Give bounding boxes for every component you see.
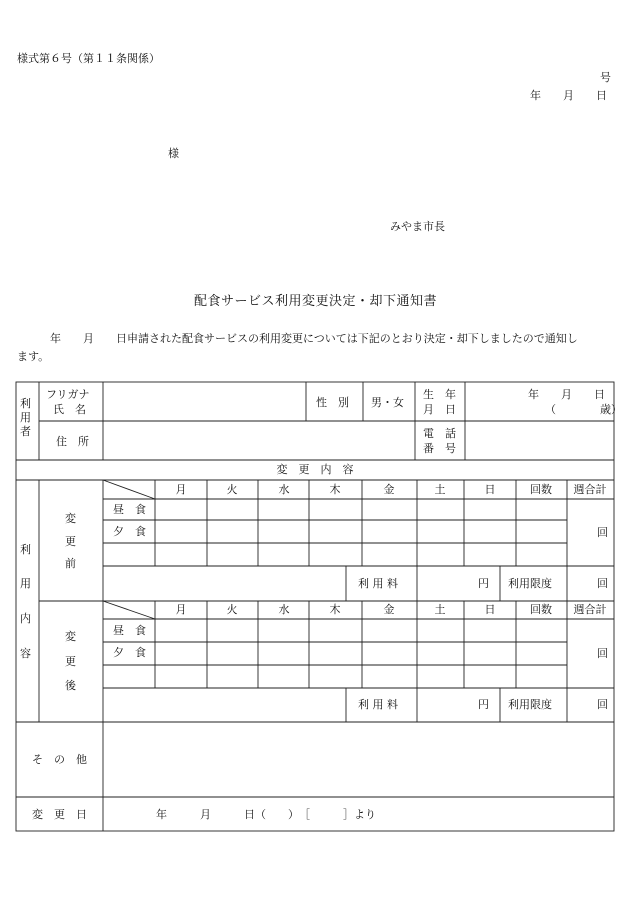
- before-day-tue: 火: [226, 483, 238, 496]
- after-limit-label: 利用限度: [508, 698, 552, 711]
- issue-date: 年 月 日: [530, 89, 607, 102]
- after-meal-lunch: 昼 食: [113, 624, 146, 637]
- after-yen: 円: [478, 698, 489, 711]
- before-fee-label: 利 用 料: [358, 577, 398, 590]
- body-text-line-1: 年 月 日申請された配食サービスの利用変更については下記のとおり決定・却下しましたので通知し: [50, 332, 578, 345]
- before-char-3: 前: [65, 557, 76, 570]
- after-fee-label: 利 用 料: [358, 698, 398, 711]
- change-date-label: 変 更 日: [32, 808, 87, 821]
- after-char-3: 後: [65, 679, 76, 692]
- usage-side-char-4: 容: [20, 647, 31, 660]
- before-yen: 円: [478, 577, 489, 590]
- usage-side-char-3: 内: [20, 612, 31, 625]
- other-label: そ の 他: [32, 753, 87, 766]
- phone-label-2: 番 号: [423, 442, 456, 455]
- before-meal-dinner: 夕 食: [113, 525, 146, 538]
- usage-side-char-1: 利: [20, 543, 31, 556]
- birth-label-1: 生 年: [423, 388, 456, 401]
- sex-value: 男・女: [371, 396, 404, 409]
- after-day-fri: 金: [383, 603, 395, 616]
- before-day-fri: 金: [383, 483, 395, 496]
- before-day-mon: 月: [175, 483, 187, 496]
- form-number: 様式第６号（第１１条関係）: [17, 52, 160, 65]
- change-content-header: 変 更 内 容: [276, 463, 354, 476]
- addressee-suffix: 様: [168, 147, 179, 160]
- document-title: 配食サービス利用変更決定・却下通知書: [194, 294, 438, 309]
- before-char-1: 変: [65, 512, 76, 525]
- sex-label: 性 別: [316, 396, 349, 409]
- after-day-thu: 木: [329, 603, 341, 616]
- furigana-label: フリガナ: [46, 388, 90, 401]
- birth-label-2: 月 日: [423, 403, 456, 416]
- after-char-1: 変: [65, 630, 76, 643]
- after-day-wed: 水: [278, 603, 290, 616]
- before-limit-label: 利用限度: [508, 577, 552, 590]
- after-limit-unit: 回: [597, 698, 608, 711]
- before-weekly-total-header: 週合計: [573, 483, 607, 496]
- before-count-header: 回数: [530, 483, 552, 496]
- after-day-tue: 火: [226, 603, 238, 616]
- phone-label-1: 電 話: [423, 427, 456, 440]
- after-count-header: 回数: [530, 603, 552, 616]
- birth-date-value: 年 月 日: [528, 388, 605, 401]
- before-day-thu: 木: [329, 483, 341, 496]
- before-meal-lunch: 昼 食: [113, 503, 146, 516]
- issuer-name: みやま市長: [390, 220, 445, 233]
- change-date-line: 年 月 日（ ） ［ ］より: [156, 808, 376, 821]
- after-weekly-total-header: 週合計: [573, 603, 607, 616]
- after-day-mon: 月: [175, 603, 187, 616]
- number-label: 号: [600, 71, 611, 84]
- before-times-unit: 回: [597, 526, 608, 539]
- before-char-2: 更: [65, 535, 76, 548]
- before-day-sun: 日: [484, 483, 496, 496]
- usage-side-char-2: 用: [20, 577, 31, 590]
- after-meal-dinner: 夕 食: [113, 646, 146, 659]
- age-value: （ 歳）: [545, 403, 622, 416]
- after-day-sun: 日: [484, 603, 496, 616]
- after-day-sat: 土: [434, 603, 446, 616]
- after-char-2: 更: [65, 655, 76, 668]
- address-label: 住 所: [56, 435, 89, 448]
- before-day-sat: 土: [434, 483, 446, 496]
- before-day-wed: 水: [278, 483, 290, 496]
- after-times-unit: 回: [597, 647, 608, 660]
- body-text-line-2: ます。: [17, 350, 50, 363]
- user-side-label: 利 用 者: [20, 397, 31, 438]
- before-limit-unit: 回: [597, 577, 608, 590]
- name-label: 氏 名: [53, 403, 86, 416]
